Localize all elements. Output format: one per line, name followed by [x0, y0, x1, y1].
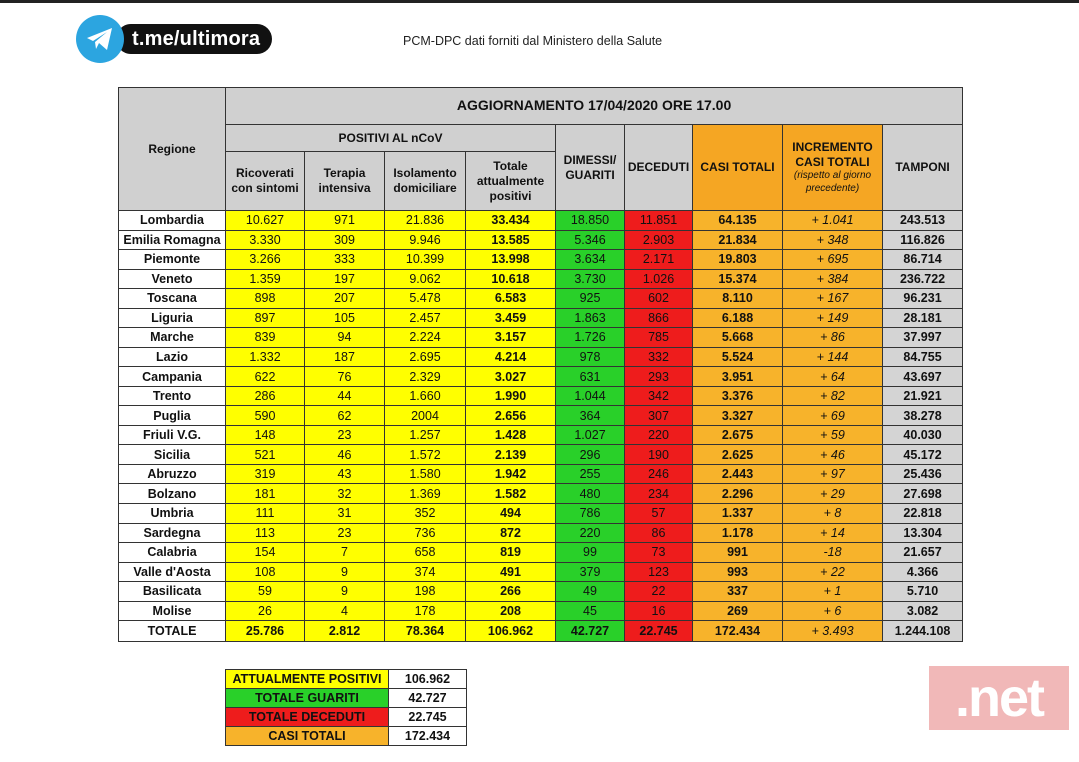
data-cell: 3.027 [466, 367, 556, 387]
data-cell: 59 [226, 582, 305, 602]
data-cell: 4.214 [466, 347, 556, 367]
data-cell: 3.459 [466, 308, 556, 328]
table-row [119, 347, 963, 367]
data-cell: 208 [466, 601, 556, 621]
data-cell: 1.580 [385, 464, 466, 484]
data-cell: 736 [385, 523, 466, 543]
data-cell: 73 [625, 543, 693, 563]
data-cell: 3.376 [693, 386, 783, 406]
data-cell: 5.346 [556, 230, 625, 250]
data-cell: 332 [625, 347, 693, 367]
data-cell: + 46 [783, 445, 883, 465]
table-row [119, 484, 963, 504]
watermark-logo: .net [929, 666, 1069, 730]
table-row [119, 230, 963, 250]
data-cell: + 64 [783, 367, 883, 387]
data-cell: 898 [226, 289, 305, 309]
header-ricoverati: Ricoverati con sintomi [226, 152, 305, 211]
region-name-cell: Marche [119, 328, 226, 348]
data-cell: 1.582 [466, 484, 556, 504]
data-cell: 94 [305, 328, 385, 348]
total-cell: 1.244.108 [883, 621, 963, 642]
region-name-cell: Abruzzo [119, 464, 226, 484]
data-cell: 333 [305, 250, 385, 270]
data-cell: + 144 [783, 347, 883, 367]
data-cell: 785 [625, 328, 693, 348]
data-cell: 25.436 [883, 464, 963, 484]
total-cell: 106.962 [466, 621, 556, 642]
data-cell: + 384 [783, 269, 883, 289]
data-cell: 15.374 [693, 269, 783, 289]
data-cell: 57 [625, 503, 693, 523]
data-cell: 786 [556, 503, 625, 523]
data-cell: 1.990 [466, 386, 556, 406]
data-cell: 44 [305, 386, 385, 406]
table-row [119, 250, 963, 270]
data-cell: 8.110 [693, 289, 783, 309]
data-cell: 45 [556, 601, 625, 621]
region-name-cell: Toscana [119, 289, 226, 309]
data-cell: + 1 [783, 582, 883, 602]
header-incremento-note: (rispetto al giorno precedente) [793, 170, 872, 194]
data-cell: 521 [226, 445, 305, 465]
data-cell: 4.366 [883, 562, 963, 582]
table-row [119, 211, 963, 231]
summary-label: TOTALE DECEDUTI [226, 708, 389, 727]
data-cell: 3.634 [556, 250, 625, 270]
region-name-cell: Basilicata [119, 582, 226, 602]
data-cell: 266 [466, 582, 556, 602]
data-cell: + 86 [783, 328, 883, 348]
summary-table [225, 669, 467, 746]
data-cell: 255 [556, 464, 625, 484]
data-cell: 2.457 [385, 308, 466, 328]
data-cell: 352 [385, 503, 466, 523]
data-cell: 10.399 [385, 250, 466, 270]
data-cell: 480 [556, 484, 625, 504]
data-cell: 49 [556, 582, 625, 602]
data-cell: 22 [625, 582, 693, 602]
header-terapia: Terapia intensiva [305, 152, 385, 211]
data-cell: 187 [305, 347, 385, 367]
data-cell: 491 [466, 562, 556, 582]
data-cell: 269 [693, 601, 783, 621]
data-cell: 602 [625, 289, 693, 309]
region-name-cell: Liguria [119, 308, 226, 328]
data-cell: 1.369 [385, 484, 466, 504]
data-cell: 113 [226, 523, 305, 543]
data-cell: 993 [693, 562, 783, 582]
data-cell: 2.656 [466, 406, 556, 426]
header-casi-totali: CASI TOTALI [693, 125, 783, 211]
data-cell: 3.330 [226, 230, 305, 250]
data-cell: 76 [305, 367, 385, 387]
table-row [119, 289, 963, 309]
data-cell: 658 [385, 543, 466, 563]
data-cell: 590 [226, 406, 305, 426]
data-cell: 13.998 [466, 250, 556, 270]
data-cell: 3.951 [693, 367, 783, 387]
data-cell: 286 [226, 386, 305, 406]
data-cell: 622 [226, 367, 305, 387]
table-row [119, 523, 963, 543]
data-cell: + 59 [783, 425, 883, 445]
total-cell: + 3.493 [783, 621, 883, 642]
region-name-cell: Friuli V.G. [119, 425, 226, 445]
table-row [119, 445, 963, 465]
data-cell: 178 [385, 601, 466, 621]
data-cell: 40.030 [883, 425, 963, 445]
data-cell: 2.903 [625, 230, 693, 250]
summary-value: 106.962 [389, 670, 467, 689]
header-dimessi: DIMESSI/ GUARITI [556, 125, 625, 211]
data-cell: 1.257 [385, 425, 466, 445]
data-cell: 1.863 [556, 308, 625, 328]
top-border [0, 0, 1079, 3]
table-row [119, 582, 963, 602]
table-row [119, 562, 963, 582]
header-tamponi: TAMPONI [883, 125, 963, 211]
data-cell: 819 [466, 543, 556, 563]
channel-link[interactable]: t.me/ultimora [116, 24, 272, 54]
table-row [119, 503, 963, 523]
data-cell: 494 [466, 503, 556, 523]
data-cell: 3.327 [693, 406, 783, 426]
total-cell: 172.434 [693, 621, 783, 642]
data-cell: 62 [305, 406, 385, 426]
region-name-cell: Puglia [119, 406, 226, 426]
data-cell: 197 [305, 269, 385, 289]
data-cell: 86.714 [883, 250, 963, 270]
table-row [119, 308, 963, 328]
data-cell: -18 [783, 543, 883, 563]
data-cell: 374 [385, 562, 466, 582]
region-name-cell: Sicilia [119, 445, 226, 465]
summary-value: 22.745 [389, 708, 467, 727]
data-cell: 16 [625, 601, 693, 621]
data-cell: 978 [556, 347, 625, 367]
data-cell: 3.157 [466, 328, 556, 348]
data-cell: 26 [226, 601, 305, 621]
table-row [119, 601, 963, 621]
data-cell: 236.722 [883, 269, 963, 289]
data-cell: 31 [305, 503, 385, 523]
data-cell: 1.359 [226, 269, 305, 289]
data-cell: 13.585 [466, 230, 556, 250]
data-cell: 307 [625, 406, 693, 426]
data-cell: 1.942 [466, 464, 556, 484]
data-cell: 207 [305, 289, 385, 309]
data-cell: 21.836 [385, 211, 466, 231]
data-cell: 1.178 [693, 523, 783, 543]
header-incremento-label: INCREMENTO CASI TOTALI [792, 140, 873, 169]
data-cell: 379 [556, 562, 625, 582]
data-cell: 6.188 [693, 308, 783, 328]
data-cell: 1.027 [556, 425, 625, 445]
data-cell: + 6 [783, 601, 883, 621]
data-cell: 4 [305, 601, 385, 621]
data-cell: 220 [625, 425, 693, 445]
data-cell: 123 [625, 562, 693, 582]
data-cell: 2.625 [693, 445, 783, 465]
data-cell: 991 [693, 543, 783, 563]
region-name-cell: Trento [119, 386, 226, 406]
data-cell: + 69 [783, 406, 883, 426]
summary-row [226, 708, 467, 727]
data-cell: 1.337 [693, 503, 783, 523]
data-cell: 9 [305, 562, 385, 582]
header-positivi-group: POSITIVI AL nCoV [226, 125, 556, 152]
region-name-cell: Lombardia [119, 211, 226, 231]
data-cell: 23 [305, 523, 385, 543]
region-name-cell: Piemonte [119, 250, 226, 270]
total-label-cell: TOTALE [119, 621, 226, 642]
data-cell: 2.139 [466, 445, 556, 465]
data-cell: 198 [385, 582, 466, 602]
summary-row [226, 727, 467, 746]
data-cell: 1.660 [385, 386, 466, 406]
region-name-cell: Valle d'Aosta [119, 562, 226, 582]
data-cell: + 14 [783, 523, 883, 543]
data-cell: 148 [226, 425, 305, 445]
summary-row [226, 689, 467, 708]
header-totale-positivi: Totale attualmente positivi [466, 152, 556, 211]
data-cell: 3.266 [226, 250, 305, 270]
data-cell: + 29 [783, 484, 883, 504]
data-cell: 11.851 [625, 211, 693, 231]
data-cell: 342 [625, 386, 693, 406]
data-cell: 33.434 [466, 211, 556, 231]
data-cell: + 82 [783, 386, 883, 406]
data-cell: 18.850 [556, 211, 625, 231]
data-cell: 105 [305, 308, 385, 328]
data-cell: 19.803 [693, 250, 783, 270]
summary-label: ATTUALMENTE POSITIVI [226, 670, 389, 689]
data-cell: 1.428 [466, 425, 556, 445]
data-cell: 10.618 [466, 269, 556, 289]
table-row [119, 328, 963, 348]
data-cell: 2.443 [693, 464, 783, 484]
data-cell: 2.695 [385, 347, 466, 367]
data-cell: 1.044 [556, 386, 625, 406]
data-cell: 3.730 [556, 269, 625, 289]
data-cell: 1.726 [556, 328, 625, 348]
data-cell: 866 [625, 308, 693, 328]
header-deceduti: DECEDUTI [625, 125, 693, 211]
data-cell: 21.921 [883, 386, 963, 406]
data-cell: 5.478 [385, 289, 466, 309]
total-cell: 22.745 [625, 621, 693, 642]
data-cell: 23 [305, 425, 385, 445]
region-name-cell: Calabria [119, 543, 226, 563]
data-cell: 6.583 [466, 289, 556, 309]
data-cell: 9.062 [385, 269, 466, 289]
table-title: AGGIORNAMENTO 17/04/2020 ORE 17.00 [226, 88, 963, 125]
data-cell: 1.572 [385, 445, 466, 465]
data-cell: 43.697 [883, 367, 963, 387]
region-name-cell: Sardegna [119, 523, 226, 543]
region-name-cell: Molise [119, 601, 226, 621]
data-cell: + 695 [783, 250, 883, 270]
summary-label: TOTALE GUARITI [226, 689, 389, 708]
data-cell: 2.171 [625, 250, 693, 270]
region-name-cell: Campania [119, 367, 226, 387]
data-cell: 1.332 [226, 347, 305, 367]
region-name-cell: Umbria [119, 503, 226, 523]
data-cell: 2.329 [385, 367, 466, 387]
total-cell: 78.364 [385, 621, 466, 642]
data-cell: 99 [556, 543, 625, 563]
header-regione: Regione [119, 88, 226, 211]
data-cell: + 97 [783, 464, 883, 484]
data-cell: 897 [226, 308, 305, 328]
data-cell: + 348 [783, 230, 883, 250]
total-row [119, 621, 963, 642]
data-cell: + 22 [783, 562, 883, 582]
summary-label: CASI TOTALI [226, 727, 389, 746]
total-cell: 42.727 [556, 621, 625, 642]
summary-value: 172.434 [389, 727, 467, 746]
header-isolamento: Isolamento domiciliare [385, 152, 466, 211]
region-name-cell: Emilia Romagna [119, 230, 226, 250]
data-cell: 64.135 [693, 211, 783, 231]
region-name-cell: Veneto [119, 269, 226, 289]
data-cell: 925 [556, 289, 625, 309]
channel-logo[interactable] [76, 14, 272, 64]
data-cell: 84.755 [883, 347, 963, 367]
data-cell: 154 [226, 543, 305, 563]
data-cell: + 149 [783, 308, 883, 328]
data-cell: 181 [226, 484, 305, 504]
data-cell: 296 [556, 445, 625, 465]
table-row [119, 406, 963, 426]
data-cell: 1.026 [625, 269, 693, 289]
data-cell: 9 [305, 582, 385, 602]
data-cell: 46 [305, 445, 385, 465]
table-row [119, 543, 963, 563]
region-name-cell: Lazio [119, 347, 226, 367]
data-cell: 971 [305, 211, 385, 231]
data-cell: 190 [625, 445, 693, 465]
data-cell: 5.524 [693, 347, 783, 367]
source-caption: PCM-DPC dati forniti dal Ministero della Salute [403, 34, 663, 48]
table-row [119, 386, 963, 406]
data-cell: 108 [226, 562, 305, 582]
data-cell: 631 [556, 367, 625, 387]
table-body [119, 211, 963, 642]
table-row [119, 425, 963, 445]
data-cell: + 8 [783, 503, 883, 523]
data-cell: 3.082 [883, 601, 963, 621]
data-cell: 246 [625, 464, 693, 484]
total-cell: 25.786 [226, 621, 305, 642]
data-cell: 43 [305, 464, 385, 484]
data-cell: 293 [625, 367, 693, 387]
data-cell: 45.172 [883, 445, 963, 465]
data-cell: 27.698 [883, 484, 963, 504]
data-cell: 337 [693, 582, 783, 602]
data-cell: 96.231 [883, 289, 963, 309]
covid-regions-table [118, 87, 963, 642]
data-cell: + 167 [783, 289, 883, 309]
data-cell: 32 [305, 484, 385, 504]
data-cell: 364 [556, 406, 625, 426]
table-row [119, 269, 963, 289]
data-cell: 5.668 [693, 328, 783, 348]
data-cell: 220 [556, 523, 625, 543]
data-cell: 21.834 [693, 230, 783, 250]
data-cell: 2.675 [693, 425, 783, 445]
data-cell: 839 [226, 328, 305, 348]
data-cell: 2.296 [693, 484, 783, 504]
data-cell: 872 [466, 523, 556, 543]
data-cell: 234 [625, 484, 693, 504]
data-cell: 2004 [385, 406, 466, 426]
table-row [119, 367, 963, 387]
table-row [119, 464, 963, 484]
data-cell: 86 [625, 523, 693, 543]
total-cell: 2.812 [305, 621, 385, 642]
data-cell: + 1.041 [783, 211, 883, 231]
data-cell: 13.304 [883, 523, 963, 543]
region-name-cell: Bolzano [119, 484, 226, 504]
data-cell: 10.627 [226, 211, 305, 231]
data-cell: 7 [305, 543, 385, 563]
data-cell: 319 [226, 464, 305, 484]
summary-value: 42.727 [389, 689, 467, 708]
summary-row [226, 670, 467, 689]
data-cell: 38.278 [883, 406, 963, 426]
data-cell: 28.181 [883, 308, 963, 328]
data-cell: 116.826 [883, 230, 963, 250]
header-incremento [783, 125, 883, 211]
data-cell: 9.946 [385, 230, 466, 250]
data-cell: 243.513 [883, 211, 963, 231]
data-cell: 5.710 [883, 582, 963, 602]
data-cell: 111 [226, 503, 305, 523]
data-cell: 21.657 [883, 543, 963, 563]
data-cell: 309 [305, 230, 385, 250]
data-cell: 22.818 [883, 503, 963, 523]
data-cell: 37.997 [883, 328, 963, 348]
data-cell: 2.224 [385, 328, 466, 348]
telegram-icon [76, 15, 124, 63]
